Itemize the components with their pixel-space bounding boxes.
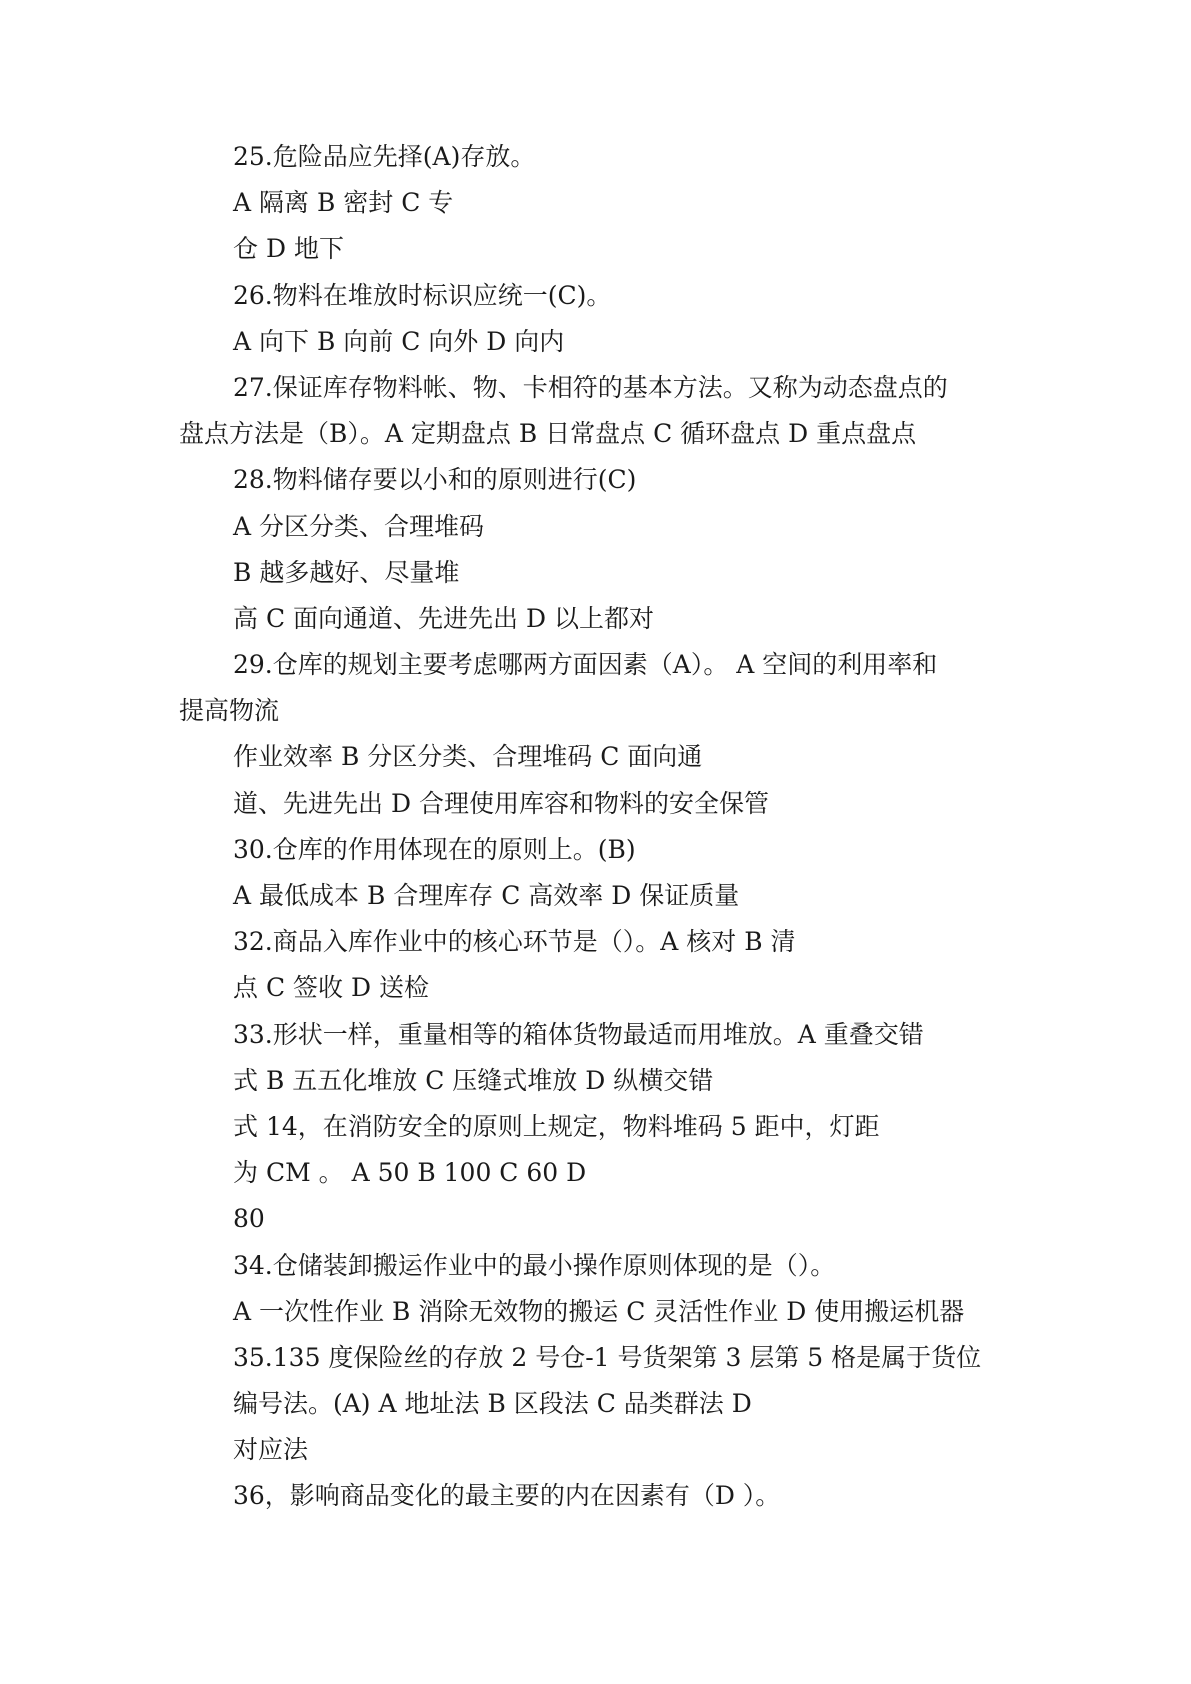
text-line: 80 <box>233 1204 265 1234</box>
text-line: 36，影响商品变化的最主要的内在因素有（D ）。 <box>233 1481 781 1511</box>
text-line: 29.仓库的规划主要考虑哪两方面因素（A）。 A 空间的利用率和 <box>233 650 938 680</box>
text-line: 为 CM 。 A 50 B 100 C 60 D <box>233 1158 587 1188</box>
text-line: 高 C 面向通道、先进先出 D 以上都对 <box>233 603 654 633</box>
text-line: 32.商品入库作业中的核心环节是（）。A 核对 B 清 <box>233 927 796 957</box>
text-line: 盘点方法是（B）。A 定期盘点 B 日常盘点 C 循环盘点 D 重点盘点 <box>179 419 917 449</box>
text-line: 35.135 度保险丝的存放 2 号仓-1 号货架第 3 层第 5 格是属于货位 <box>233 1342 982 1372</box>
text-line: 对应法 <box>233 1435 309 1465</box>
text-line: 式 14，在消防安全的原则上规定，物料堆码 5 距中，灯距 <box>233 1111 880 1141</box>
text-line: A 隔离 B 密封 C 专 <box>233 188 454 218</box>
document-body <box>179 134 1039 1520</box>
text-line: 作业效率 B 分区分类、合理堆码 C 面向通 <box>233 742 703 772</box>
text-line: A 向下 B 向前 C 向外 D 向内 <box>233 326 565 356</box>
text-line: 点 C 签收 D 送检 <box>233 973 429 1003</box>
text-line: 提高物流 <box>179 696 280 726</box>
text-line: 25.危险品应先择(A)存放。 <box>233 142 536 171</box>
text-line: 编号法。(A) A 地址法 B 区段法 C 品类群法 D <box>233 1389 752 1419</box>
text-line: 33.形状一样，重量相等的箱体货物最适而用堆放。A 重叠交错 <box>233 1019 924 1049</box>
text-line: A 一次性作业 B 消除无效物的搬运 C 灵活性作业 D 使用搬运机器 <box>233 1296 965 1326</box>
text-line: 26.物料在堆放时标识应统一(C)。 <box>233 280 612 310</box>
text-line: B 越多越好、尽量堆 <box>233 557 460 587</box>
text-line: 28.物料储存要以小和的原则进行(C) <box>233 465 637 495</box>
text-line: 27.保证库存物料帐、物、卡相符的基本方法。又称为动态盘点的 <box>233 372 948 402</box>
text-line: 道、先进先出 D 合理使用库容和物料的安全保管 <box>233 788 769 818</box>
text-line: 仓 D 地下 <box>233 234 344 264</box>
text-line: 式 B 五五化堆放 C 压缝式堆放 D 纵横交错 <box>233 1065 714 1095</box>
text-line: 34.仓储装卸搬运作业中的最小操作原则体现的是（）。 <box>233 1250 836 1280</box>
text-line: A 分区分类、合理堆码 <box>233 511 485 541</box>
text-line: 30.仓库的作用体现在的原则上。(B) <box>233 834 636 864</box>
text-line: A 最低成本 B 合理库存 C 高效率 D 保证质量 <box>233 881 740 910</box>
